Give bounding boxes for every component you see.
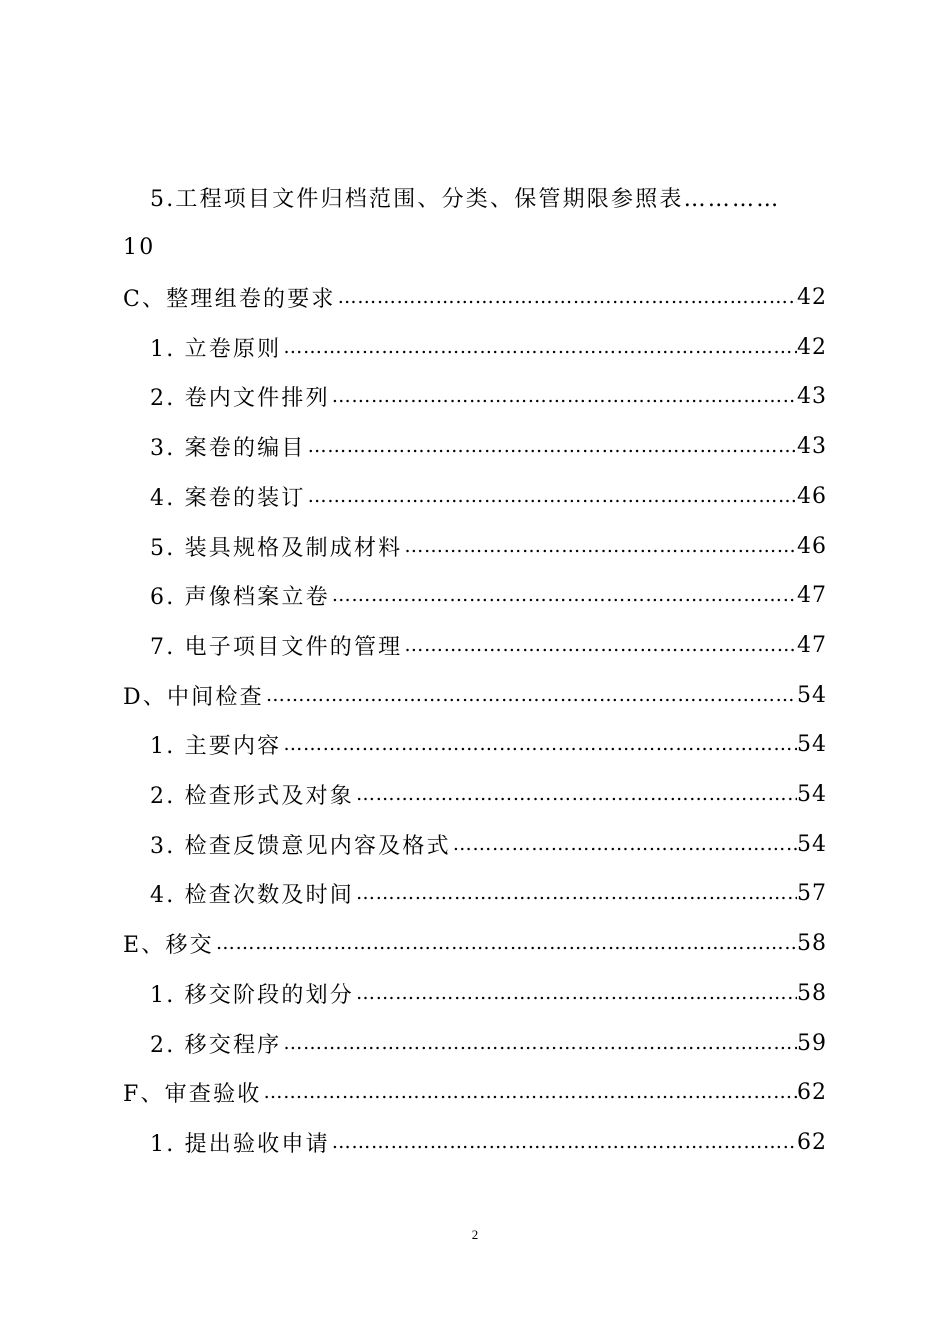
toc-dot-leader — [281, 1032, 797, 1054]
toc-entry — [123, 926, 827, 960]
toc-entry-page: 47 — [797, 582, 827, 608]
toc-entry — [123, 1075, 827, 1109]
toc-entry-page: 62 — [797, 1129, 827, 1155]
toc-wrapped-title-text: 5.工程项目文件归档范围、分类、保管期限参照表………… — [150, 186, 781, 212]
toc-entry-page: 58 — [797, 980, 827, 1006]
toc-entry-page: 57 — [797, 880, 827, 906]
toc-dot-leader — [402, 535, 797, 557]
toc-entry — [150, 1026, 827, 1060]
toc-entry-title: 2. 检查形式及对象 — [150, 783, 354, 809]
toc-dot-leader — [306, 435, 797, 457]
page-number-footer: 2 — [471, 1227, 479, 1242]
toc-entry-page: 54 — [797, 831, 827, 857]
toc-entry-title: 6. 声像档案立卷 — [150, 584, 330, 610]
toc-dot-leader — [264, 684, 797, 706]
toc-entry-title: C、整理组卷的要求 — [123, 286, 336, 312]
toc-entry — [150, 628, 827, 662]
toc-entry — [150, 429, 827, 463]
toc-entry-page: 54 — [797, 731, 827, 757]
toc-entry-page: 46 — [797, 483, 827, 509]
toc-entry-title: 5. 装具规格及制成材料 — [150, 535, 403, 561]
toc-dot-leader — [330, 1131, 797, 1153]
toc-entry — [123, 280, 827, 314]
toc-entry — [150, 876, 827, 910]
toc-dot-leader — [330, 385, 797, 407]
toc-wrapped-page-number: 10 — [123, 234, 156, 260]
toc-entry-page: 59 — [797, 1030, 827, 1056]
toc-entry-title: 7. 电子项目文件的管理 — [150, 634, 403, 660]
toc-dot-leader — [330, 584, 797, 606]
toc-dot-leader — [281, 733, 797, 755]
toc-dot-leader — [451, 833, 797, 855]
toc-entry-page: 54 — [797, 781, 827, 807]
toc-entry-title: 3. 案卷的编目 — [150, 435, 306, 461]
toc-dot-leader — [261, 1081, 797, 1103]
toc-entry-title: 2. 移交程序 — [150, 1032, 282, 1058]
toc-entry-title: 2. 卷内文件排列 — [150, 385, 330, 411]
toc-dot-leader — [402, 634, 797, 656]
toc-entry — [150, 1125, 827, 1159]
toc-entry — [150, 529, 827, 563]
toc-entry-title: 1. 立卷原则 — [150, 336, 282, 362]
toc-entry — [150, 827, 827, 861]
toc-dot-leader — [214, 932, 797, 954]
toc-entry-page: 43 — [797, 433, 827, 459]
toc-entry — [150, 330, 827, 364]
toc-entry-title: E、移交 — [123, 932, 214, 958]
toc-entry-title: 1. 主要内容 — [150, 733, 282, 759]
toc-entry-page: 58 — [797, 930, 827, 956]
toc-entry-page: 42 — [797, 284, 827, 310]
toc-dot-leader — [336, 286, 797, 308]
toc-entry-page: 54 — [797, 682, 827, 708]
toc-entry — [150, 727, 827, 761]
toc-entry-page: 43 — [797, 383, 827, 409]
toc-entry — [150, 976, 827, 1010]
toc-dot-leader — [281, 336, 797, 358]
toc-entry-title: D、中间检查 — [123, 684, 264, 710]
toc-entry — [150, 578, 827, 612]
toc-entry-page: 46 — [797, 533, 827, 559]
toc-entry-page: 62 — [797, 1079, 827, 1105]
toc-entry — [150, 379, 827, 413]
toc-entry-title: 1. 提出验收申请 — [150, 1131, 330, 1157]
toc-dot-leader — [354, 982, 797, 1004]
toc-entry-page: 42 — [797, 334, 827, 360]
toc-dot-leader — [354, 783, 797, 805]
toc-entry-title: 3. 检查反馈意见内容及格式 — [150, 833, 451, 859]
toc-dot-leader — [306, 485, 797, 507]
toc-entry-title: 4. 检查次数及时间 — [150, 882, 354, 908]
toc-entry-title: F、审查验收 — [123, 1081, 262, 1107]
toc-entry — [123, 678, 827, 712]
toc-entry — [150, 777, 827, 811]
toc-wrapped-page — [123, 230, 155, 264]
toc-wrapped-title — [150, 180, 780, 214]
toc-dot-leader — [354, 882, 797, 904]
toc-entry-page: 47 — [797, 632, 827, 658]
toc-entry — [150, 479, 827, 513]
toc-entry-title: 4. 案卷的装订 — [150, 485, 306, 511]
toc-entry-title: 1. 移交阶段的划分 — [150, 982, 354, 1008]
